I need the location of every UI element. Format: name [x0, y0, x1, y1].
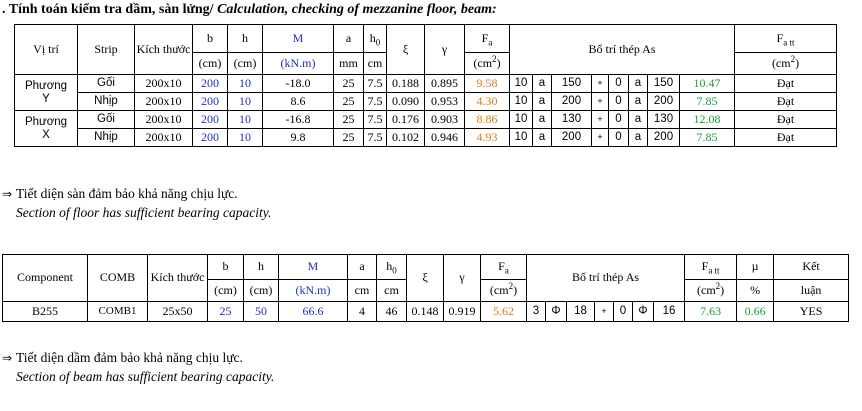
cell-h0: 7.5 [364, 75, 387, 93]
cell-strip: Nhịp [78, 93, 135, 111]
header-a: a [334, 25, 364, 53]
cell-d1: 10 [510, 129, 533, 147]
unit-fatt: $(cm^2)$ [735, 53, 837, 75]
cell-xi: 0.188 [387, 75, 425, 93]
cell-h0: 7.5 [364, 129, 387, 147]
cell-b: 25 [208, 302, 244, 322]
table-row [15, 129, 837, 147]
cell-fa: 5.62 [481, 302, 527, 322]
cell-size: 200x10 [135, 75, 193, 93]
cell-sp2: 200 [648, 129, 680, 147]
cell-fatt: 7.85 [680, 93, 735, 111]
cell-d1: 18 [567, 302, 595, 322]
cell-sp2: 200 [648, 93, 680, 111]
cell-d2: 16 [654, 302, 685, 322]
unit-b: (cm) [193, 53, 228, 75]
cell-h: 10 [228, 93, 263, 111]
cell-s1: a [533, 75, 552, 93]
header-gamma: γ [444, 255, 481, 302]
header-ket: Kết [774, 255, 849, 280]
header-mu: µ [737, 255, 774, 280]
unit-a: mm [334, 53, 364, 75]
cell-fatt: 7.63 [685, 302, 737, 322]
unit-fa: $(cm^2)$ [465, 53, 510, 75]
header-m: M [279, 255, 348, 280]
cell-d1: 10 [510, 111, 533, 129]
cell-sp1: 200 [552, 93, 592, 111]
cell-h: 10 [228, 129, 263, 147]
header-vi-tri: Vị trí [15, 25, 78, 75]
cell-s2: a [629, 111, 648, 129]
cell-result: Đạt [735, 75, 837, 93]
unit-mu: % [737, 280, 774, 302]
cell-phi1: Φ [546, 302, 567, 322]
header-a: a [348, 255, 377, 280]
cell-strip: Nhịp [78, 129, 135, 147]
cell-strip: Gối [78, 75, 135, 93]
cell-m: 9.8 [263, 129, 334, 147]
header-fa: $F_a$ [465, 25, 510, 53]
unit-h0: cm [377, 280, 407, 302]
cell-plus: + [595, 302, 614, 322]
header-xi: ξ [407, 255, 444, 302]
header-fatt: $F_{a tt}$ [685, 255, 737, 280]
cell-sp1: 150 [552, 75, 592, 93]
cell-fatt: 10.47 [680, 75, 735, 93]
unit-h0: cm [364, 53, 387, 75]
section-title [2, 2, 497, 18]
cell-fa: 4.30 [465, 93, 510, 111]
cell-fatt: 12.08 [680, 111, 735, 129]
title-english: Calculation, checking of mezzanine floor, beam: [217, 2, 497, 17]
cell-sp2: 150 [648, 75, 680, 93]
implies-arrow-icon: ⇒ [2, 187, 13, 201]
cell-plus: + [592, 111, 609, 129]
cell-result: Đạt [735, 93, 837, 111]
cell-d1: 10 [510, 75, 533, 93]
cell-a: 25 [334, 75, 364, 93]
header-m: M [263, 25, 334, 53]
cell-m: 8.6 [263, 93, 334, 111]
implies-arrow-icon: ⇒ [2, 351, 13, 365]
header-bo-tri-thep: Bố trí thép As [527, 255, 685, 302]
header-fatt: $F_{a tt}$ [735, 25, 837, 53]
cell-b: 200 [193, 111, 228, 129]
cell-gamma: 0.895 [425, 75, 465, 93]
unit-m: (kN.m) [263, 53, 334, 75]
unit-m: (kN.m) [279, 280, 348, 302]
cell-s1: a [533, 129, 552, 147]
cell-a: 25 [334, 129, 364, 147]
cell-plus: + [592, 93, 609, 111]
header-bo-tri-thep: Bố trí thép As [510, 25, 735, 75]
cell-h: 10 [228, 75, 263, 93]
cell-s2: a [629, 129, 648, 147]
cell-fa: 4.93 [465, 129, 510, 147]
header-b: b [208, 255, 244, 280]
header-fa: $F_a$ [481, 255, 527, 280]
cell-d2: 0 [609, 129, 629, 147]
table-row [3, 302, 849, 322]
header-h: h [228, 25, 263, 53]
cell-sp1: 130 [552, 111, 592, 129]
cell-h0: 7.5 [364, 93, 387, 111]
cell-plus: + [592, 75, 609, 93]
cell-size: 200x10 [135, 129, 193, 147]
cell-gamma: 0.903 [425, 111, 465, 129]
cell-xi: 0.148 [407, 302, 444, 322]
cell-fatt: 7.85 [680, 129, 735, 147]
cell-a: 4 [348, 302, 377, 322]
cell-s2: a [629, 93, 648, 111]
cell-b: 200 [193, 129, 228, 147]
cell-a: 25 [334, 93, 364, 111]
table-row [15, 93, 837, 111]
cell-h0: 46 [377, 302, 407, 322]
cell-h0: 7.5 [364, 111, 387, 129]
cell-size: 200x10 [135, 93, 193, 111]
header-kich-thuoc: Kích thước [135, 25, 193, 75]
cell-xi: 0.090 [387, 93, 425, 111]
unit-b: (cm) [208, 280, 244, 302]
cell-gamma: 0.946 [425, 129, 465, 147]
note-english: Section of beam has sufficient bearing capacity. [16, 369, 275, 384]
cell-s1: a [533, 93, 552, 111]
cell-d2: 0 [609, 111, 629, 129]
cell-xi: 0.176 [387, 111, 425, 129]
title-vietnamese: Tính toán kiểm tra dầm, sàn lửng/ [8, 2, 218, 17]
header-gamma: γ [425, 25, 465, 75]
header-component: Component [3, 255, 88, 302]
cell-h: 50 [244, 302, 279, 322]
cell-d2: 0 [609, 93, 629, 111]
header-kich-thuoc: Kích thước [148, 255, 208, 302]
cell-gamma: 0.919 [444, 302, 481, 322]
cell-s2: a [629, 75, 648, 93]
cell-mu: 0.66 [737, 302, 774, 322]
unit-h: (cm) [244, 280, 279, 302]
header-comb: COMB [88, 255, 148, 302]
cell-fa: 9.58 [465, 75, 510, 93]
header-luan: luận [774, 280, 849, 302]
unit-h: (cm) [228, 53, 263, 75]
header-xi: ξ [387, 25, 425, 75]
cell-m: -16.8 [263, 111, 334, 129]
beam-conclusion-note [2, 350, 274, 385]
header-strip: Strip [78, 25, 135, 75]
floor-conclusion-note [2, 186, 271, 221]
cell-result: Đạt [735, 111, 837, 129]
cell-plus: + [592, 129, 609, 147]
cell-s1: a [533, 111, 552, 129]
cell-comb: COMB1 [88, 302, 148, 322]
header-h0: $h_0$ [377, 255, 407, 280]
cell-component: B255 [3, 302, 88, 322]
cell-sp1: 200 [552, 129, 592, 147]
cell-xi: 0.102 [387, 129, 425, 147]
title-prefix: . [2, 2, 9, 17]
cell-n1: 3 [527, 302, 546, 322]
floor-check-table [14, 24, 837, 147]
group-label-x: Phương X [15, 111, 78, 147]
cell-d1: 10 [510, 93, 533, 111]
beam-check-table [2, 254, 849, 322]
cell-phi2: Φ [633, 302, 654, 322]
header-h: h [244, 255, 279, 280]
cell-d2: 0 [609, 75, 629, 93]
unit-fatt: $(cm^2)$ [685, 280, 737, 302]
cell-size: 25x50 [148, 302, 208, 322]
unit-fa: $(cm^2)$ [481, 280, 527, 302]
cell-h: 10 [228, 111, 263, 129]
group-label-y: Phương Y [15, 75, 78, 111]
cell-fa: 8.86 [465, 111, 510, 129]
cell-result: Đạt [735, 129, 837, 147]
cell-a: 25 [334, 111, 364, 129]
unit-a: cm [348, 280, 377, 302]
cell-strip: Gối [78, 111, 135, 129]
cell-b: 200 [193, 75, 228, 93]
cell-size: 200x10 [135, 111, 193, 129]
cell-sp2: 130 [648, 111, 680, 129]
cell-b: 200 [193, 93, 228, 111]
header-b: b [193, 25, 228, 53]
cell-m: -18.0 [263, 75, 334, 93]
cell-result: YES [774, 302, 849, 322]
note-english: Section of floor has sufficient bearing capacity. [16, 205, 272, 220]
note-vietnamese: Tiết diện sàn đảm bảo khả năng chịu lực. [16, 186, 238, 201]
table-row [15, 75, 837, 93]
cell-m: 66.6 [279, 302, 348, 322]
cell-gamma: 0.953 [425, 93, 465, 111]
table-row [15, 111, 837, 129]
header-h0: $h_0$ [364, 25, 387, 53]
note-vietnamese: Tiết diện dầm đảm bảo khả năng chịu lực. [16, 350, 243, 365]
cell-n2: 0 [614, 302, 633, 322]
